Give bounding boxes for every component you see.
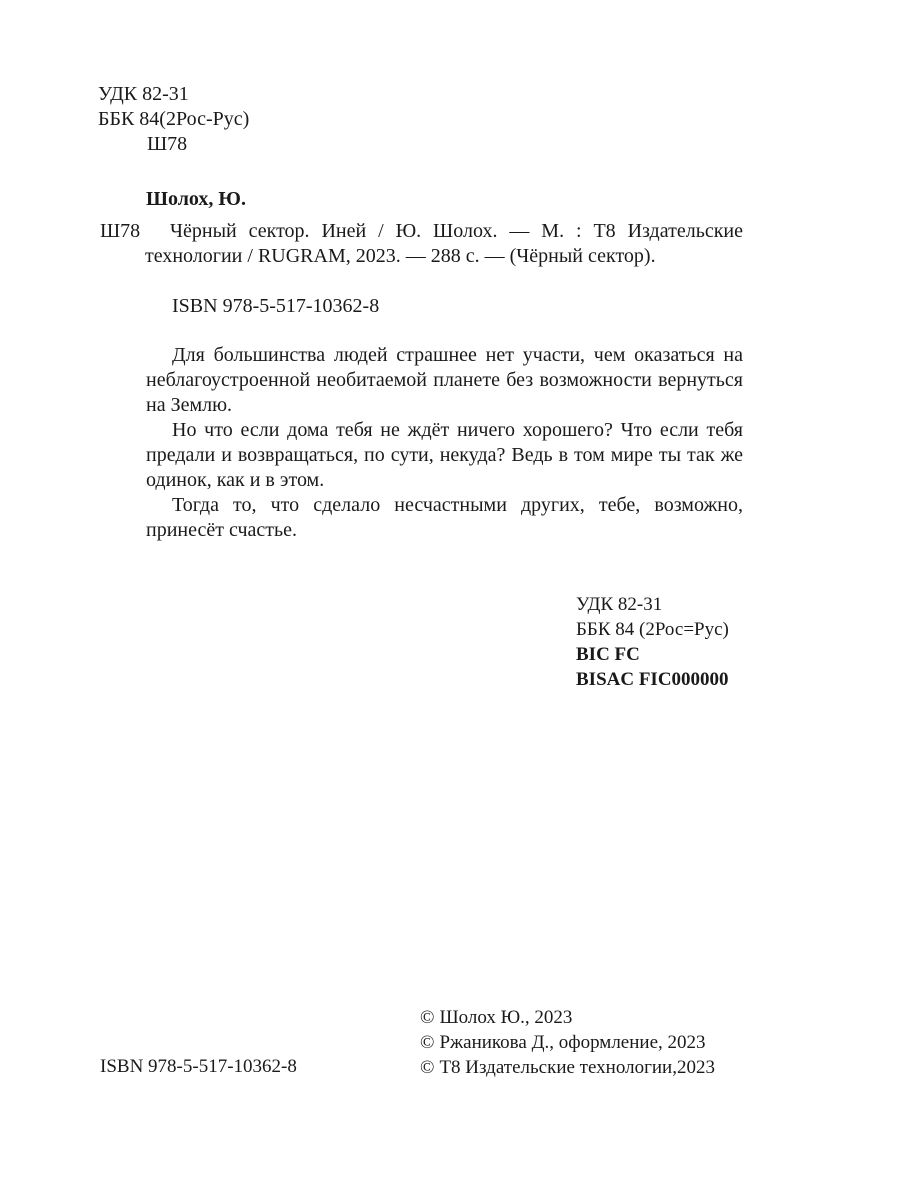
bibliographic-line-1: Чёрный сектор. Иней / Ю. Шолох. — М. : Т8 Издательские xyxy=(170,220,743,242)
copyright-block xyxy=(420,1005,715,1080)
annotation-paragraph: Тогда то, что сделало несчастными других, тебе, возможно, принесёт счастье. xyxy=(146,494,743,541)
author-heading: Шолох, Ю. xyxy=(146,188,246,210)
annotation-paragraph: Но что если дома тебя не ждёт ничего хорошего? Что если тебя предали и возвращаться, по сути, некуда? Ведь в том мире ты так же одинок, как и в этом. xyxy=(146,419,743,491)
copyright-symbol: © xyxy=(420,1057,435,1078)
udk-code-right: УДК 82-31 xyxy=(576,594,663,615)
copyright-text: Т8 Издательские технологии,2023 xyxy=(439,1057,715,1078)
copyright-symbol: © xyxy=(420,1007,435,1028)
bibliographic-line-2: технологии / RUGRAM, 2023. — 288 с. — (Чёрный сектор). xyxy=(145,245,656,267)
copyright-text: Ржаникова Д., оформление, 2023 xyxy=(439,1032,706,1053)
author-sign: Ш78 xyxy=(147,133,188,155)
copyright-line xyxy=(420,1030,715,1055)
isbn-record: ISBN 978-5-517-10362-8 xyxy=(172,295,380,317)
copyright-text: Шолох Ю., 2023 xyxy=(439,1007,573,1028)
udk-code: УДК 82-31 xyxy=(98,83,189,105)
cipher: Ш78 xyxy=(100,220,141,242)
isbn-bottom: ISBN 978-5-517-10362-8 xyxy=(100,1056,297,1077)
classification-codes xyxy=(576,592,729,692)
bibliographic-record xyxy=(145,219,743,269)
bbk-code: ББК 84(2Рос-Рус) xyxy=(98,108,250,130)
copyright-line xyxy=(420,1005,715,1030)
bbk-code-right: ББК 84 (2Рос=Рус) xyxy=(576,619,729,640)
bisac-code: BISAC FIC000000 xyxy=(576,669,729,690)
copyright-symbol: © xyxy=(420,1032,435,1053)
classification-block xyxy=(98,82,249,157)
annotation-paragraph: Для большинства людей страшнее нет участи, чем оказаться на неблагоустроенной необитаемой планете без возможности вернуться на Землю. xyxy=(146,344,743,416)
annotation xyxy=(146,343,743,543)
bic-code: BIC FC xyxy=(576,644,640,665)
copyright-line xyxy=(420,1055,715,1080)
